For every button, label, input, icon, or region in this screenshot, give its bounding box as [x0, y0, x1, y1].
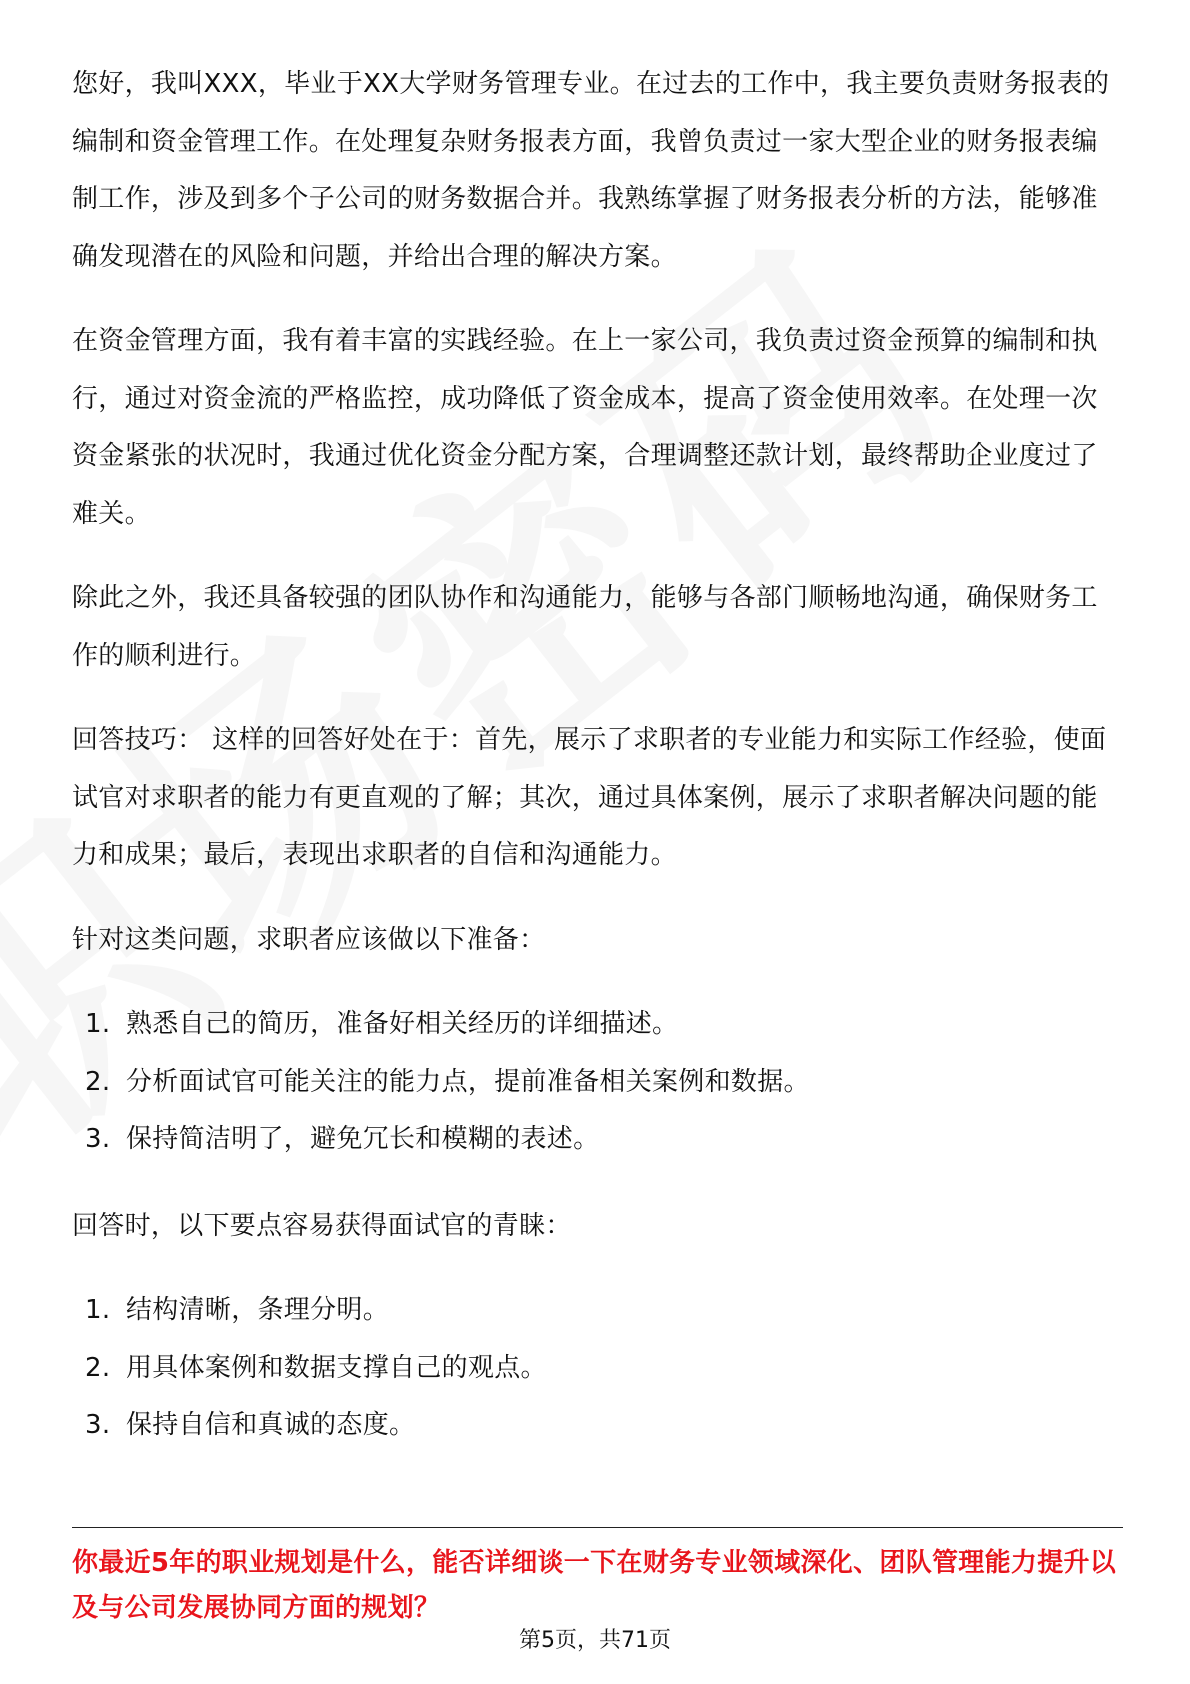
- list-item-text: 保持简洁明了，避免冗长和模糊的表述。: [126, 1124, 600, 1154]
- answer-paragraph-teamwork: 除此之外，我还具备较强的团队协作和沟通能力，能够与各部门顺畅地沟通，确保财务工作的顺利进行。: [72, 583, 1098, 671]
- key-points-list: [72, 1282, 1122, 1455]
- list-item-number: 2.: [85, 1066, 111, 1097]
- preparation-list: [72, 996, 1122, 1169]
- list-item-number: 1.: [85, 1009, 111, 1039]
- page-number: 第5页，共71页: [519, 1628, 671, 1653]
- list-item-text: 结构清晰，条理分明。: [126, 1295, 390, 1325]
- list-item-text: 分析面试官可能关注的能力点，提前准备相关案例和数据。: [126, 1066, 810, 1097]
- list-item-number: 3.: [85, 1124, 111, 1154]
- preparation-intro: 针对这类问题，求职者应该做以下准备：: [72, 924, 546, 955]
- list-item: [72, 1054, 1122, 1112]
- section-divider: [72, 1527, 1123, 1528]
- list-item: [72, 1111, 1122, 1169]
- answer-paragraph-intro: 您好，我叫XXX，毕业于XX大学财务管理专业。在过去的工作中，我主要负责财务报表的编制和资金管理工作。在处理复杂财务报表方面，我曾负责过一家大型企业的财务报表编制工作，涉及到多个子公司的财务数据合并。我熟练掌握了财务报表分析的方法，能够准确发现潜在的风险和问题，并给出合理的解决方案。: [72, 69, 1110, 272]
- list-item-number: 3.: [85, 1410, 111, 1440]
- list-item-text: 保持自信和真诚的态度。: [126, 1410, 416, 1440]
- list-item-number: 2.: [85, 1352, 111, 1383]
- answer-tips-paragraph: 回答技巧： 这样的回答好处在于：首先，展示了求职者的专业能力和实际工作经验，使面试官对求职者的能力有更直观的了解；其次，通过具体案例，展示了求职者解决问题的能力和成果；最后，表现出求职者的自信和沟通能力。: [72, 725, 1107, 870]
- list-item: [72, 996, 1122, 1054]
- next-question-heading: 你最近5年的职业规划是什么，能否详细谈一下在财务专业领域深化、团队管理能力提升以及与公司发展协同方面的规划？: [72, 1548, 1117, 1623]
- answer-paragraph-fund-management: 在资金管理方面，我有着丰富的实践经验。在上一家公司，我负责过资金预算的编制和执行，通过对资金流的严格监控，成功降低了资金成本，提高了资金使用效率。在处理一次资金紧张的状况时，我通过优化资金分配方案，合理调整还款计划，最终帮助企业度过了难关。: [72, 326, 1098, 529]
- document-body: [72, 56, 1122, 1484]
- key-points-intro: 回答时，以下要点容易获得面试官的青睐：: [72, 1210, 572, 1241]
- list-item-text: 熟悉自己的简历，准备好相关经历的详细描述。: [126, 1009, 679, 1039]
- list-item: [72, 1282, 1122, 1340]
- list-item: [72, 1397, 1122, 1455]
- list-item-text: 用具体案例和数据支撑自己的观点。: [126, 1352, 547, 1383]
- list-item: [72, 1340, 1122, 1398]
- list-item-number: 1.: [85, 1295, 111, 1325]
